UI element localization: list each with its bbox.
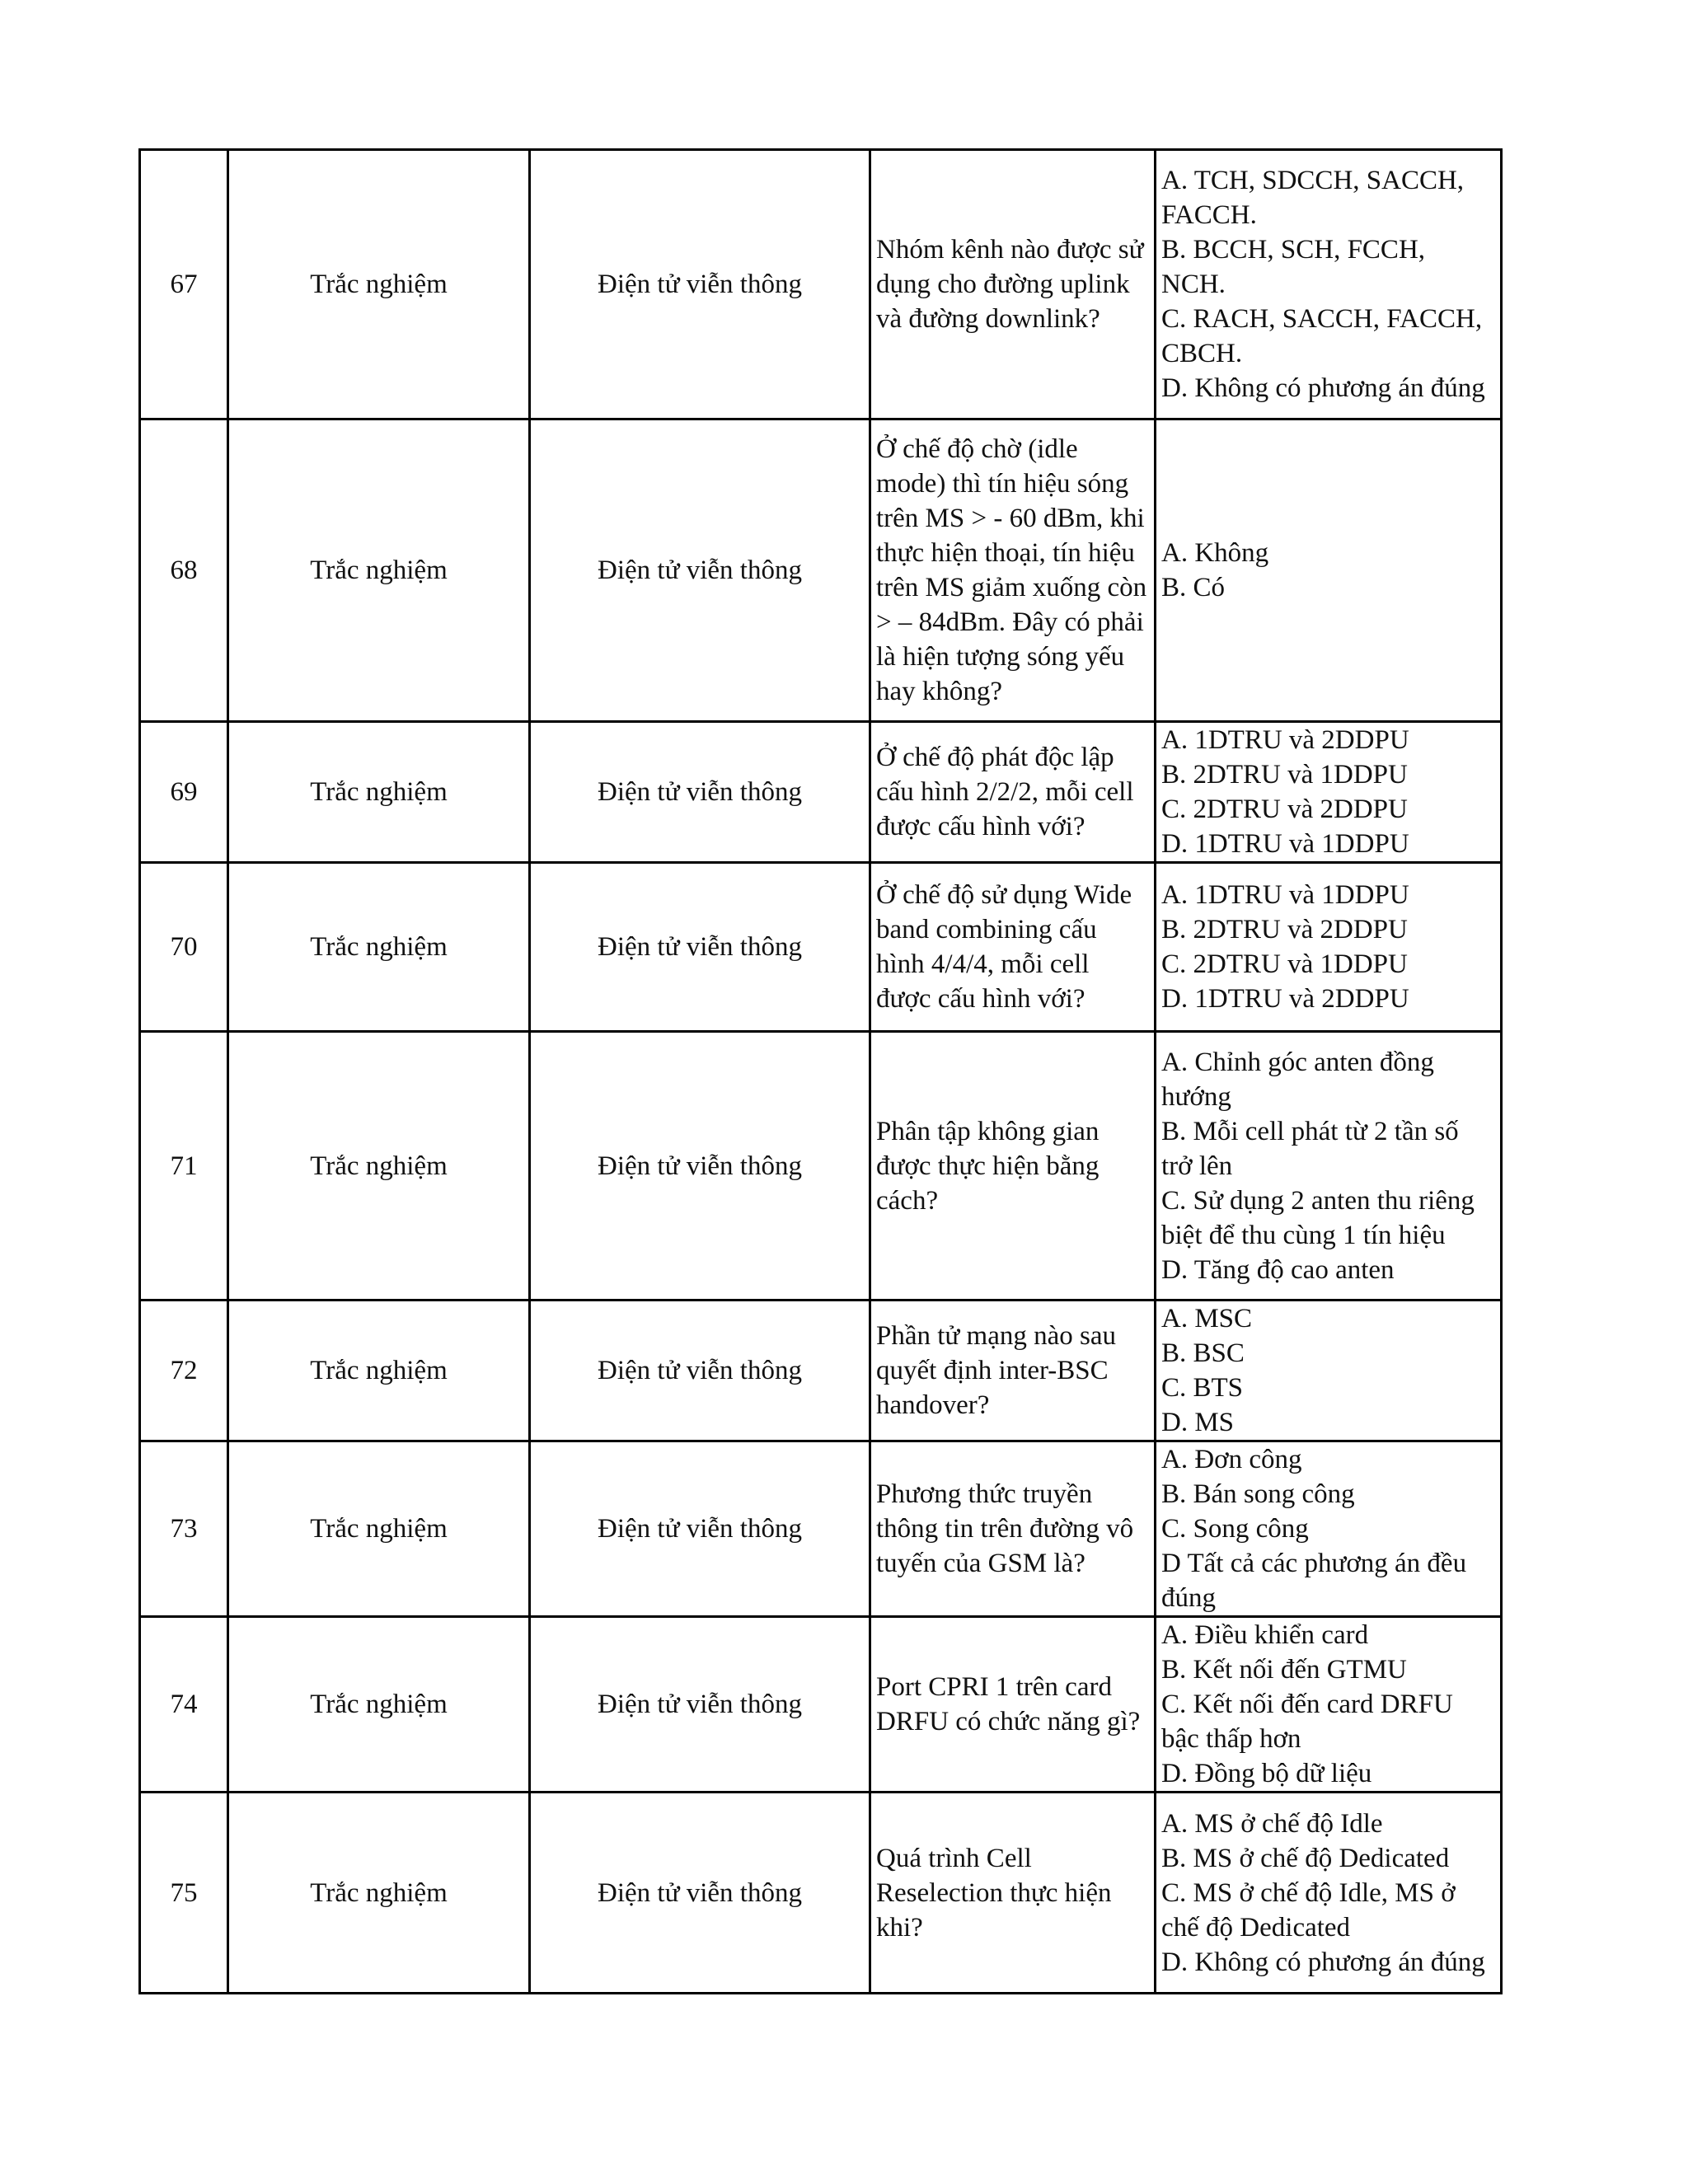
question-text-cell: Phương thức truyền thông tin trên đường vô tuyến của GSM là? [870, 1441, 1156, 1617]
answers-cell [1156, 1441, 1502, 1617]
answer-option: B. 2DTRU và 2DDPU [1161, 915, 1408, 944]
answer-option: A. 1DTRU và 2DDPU [1161, 725, 1409, 755]
answer-option: B. Mỗi cell phát từ 2 tần số trở lên [1161, 1116, 1459, 1181]
answer-option: C. BTS [1161, 1373, 1244, 1403]
answers-cell [1156, 1301, 1502, 1441]
question-type-cell: Trắc nghiệm [228, 150, 530, 419]
field-cell: Điện tử viễn thông [530, 1441, 870, 1617]
answers-cell [1156, 150, 1502, 419]
answer-option: A. TCH, SDCCH, SACCH, FACCH. [1161, 166, 1465, 230]
answer-option: B. 2DTRU và 1DDPU [1161, 760, 1408, 790]
answer-option: B. BSC [1161, 1338, 1245, 1368]
answer-option: A. MS ở chế độ Idle [1161, 1808, 1383, 1839]
table-row [140, 1032, 1502, 1301]
question-type-cell: Trắc nghiệm [228, 1032, 530, 1301]
question-table-body [140, 150, 1502, 1994]
table-row [140, 1617, 1502, 1793]
question-number-cell: 67 [140, 150, 228, 419]
field-cell: Điện tử viễn thông [530, 419, 870, 722]
field-cell: Điện tử viễn thông [530, 1301, 870, 1441]
field-cell: Điện tử viễn thông [530, 1032, 870, 1301]
answer-option: A. Không [1161, 538, 1269, 568]
answer-option: C. Song công [1161, 1514, 1309, 1544]
question-text-cell: Phần tử mạng nào sau quyết định inter-BSC handover? [870, 1301, 1156, 1441]
answers-cell [1156, 1793, 1502, 1994]
field-cell: Điện tử viễn thông [530, 1793, 870, 1994]
question-type-cell: Trắc nghiệm [228, 722, 530, 863]
question-type-cell: Trắc nghiệm [228, 1441, 530, 1617]
answer-option: B. Có [1161, 573, 1226, 602]
table-row [140, 150, 1502, 419]
answer-option: B. MS ở chế độ Dedicated [1161, 1843, 1450, 1873]
question-number-cell: 70 [140, 863, 228, 1032]
answer-option: A. MSC [1161, 1304, 1253, 1333]
answer-option: C. 2DTRU và 1DDPU [1161, 949, 1408, 979]
answer-option: D. 1DTRU và 1DDPU [1161, 829, 1409, 859]
question-number-cell: 73 [140, 1441, 228, 1617]
question-text-cell: Nhóm kênh nào được sử dụng cho đường uplink và đường downlink? [870, 150, 1156, 419]
question-number-cell: 75 [140, 1793, 228, 1994]
answer-option: C. Sử dụng 2 anten thu riêng biệt để thu cùng 1 tín hiệu [1161, 1185, 1475, 1250]
table-row [140, 419, 1502, 722]
question-text-cell: Quá trình Cell Reselection thực hiện khi? [870, 1793, 1156, 1994]
question-number-cell: 69 [140, 722, 228, 863]
question-number-cell: 71 [140, 1032, 228, 1301]
answers-cell [1156, 863, 1502, 1032]
answer-option: C. MS ở chế độ Idle, MS ở chế độ Dedicated [1161, 1877, 1456, 1943]
question-type-cell: Trắc nghiệm [228, 419, 530, 722]
question-number-cell: 72 [140, 1301, 228, 1441]
answer-option: A. Chỉnh góc anten đồng hướng [1161, 1047, 1434, 1112]
question-table [138, 148, 1503, 1994]
table-row [140, 1441, 1502, 1617]
question-text-cell: Ở chế độ sử dụng Wide band combining cấu hình 4/4/4, mỗi cell được cấu hình với? [870, 863, 1156, 1032]
answers-cell [1156, 1617, 1502, 1793]
answer-option: C. RACH, SACCH, FACCH, CBCH. [1161, 304, 1483, 368]
question-text-cell: Ở chế độ phát độc lập cấu hình 2/2/2, mỗi cell được cấu hình với? [870, 722, 1156, 863]
field-cell: Điện tử viễn thông [530, 863, 870, 1032]
answer-option: D. MS [1161, 1408, 1235, 1437]
answer-option: B. Kết nối đến GTMU [1161, 1655, 1407, 1685]
answer-option: C. 2DTRU và 2DDPU [1161, 794, 1408, 824]
question-type-cell: Trắc nghiệm [228, 1793, 530, 1994]
answer-option: D. Tăng độ cao anten [1161, 1254, 1395, 1285]
table-row [140, 1793, 1502, 1994]
table-row [140, 1301, 1502, 1441]
field-cell: Điện tử viễn thông [530, 150, 870, 419]
question-text-cell: Port CPRI 1 trên card DRFU có chức năng gì? [870, 1617, 1156, 1793]
question-type-cell: Trắc nghiệm [228, 1617, 530, 1793]
question-type-cell: Trắc nghiệm [228, 863, 530, 1032]
table-row [140, 863, 1502, 1032]
question-number-cell: 74 [140, 1617, 228, 1793]
answer-option: A. 1DTRU và 1DDPU [1161, 880, 1409, 910]
question-type-cell: Trắc nghiệm [228, 1301, 530, 1441]
answer-option: D. 1DTRU và 2DDPU [1161, 984, 1409, 1014]
answers-cell [1156, 419, 1502, 722]
answer-option: D. Không có phương án đúng [1161, 373, 1485, 403]
answer-option: B. BCCH, SCH, FCCH, NCH. [1161, 235, 1426, 299]
answer-option: D. Không có phương án đúng [1161, 1947, 1485, 1977]
question-number-cell: 68 [140, 419, 228, 722]
field-cell: Điện tử viễn thông [530, 722, 870, 863]
question-text-cell: Ở chế độ chờ (idle mode) thì tín hiệu sóng trên MS > - 60 dBm, khi thực hiện thoại, tín hiệu trên MS giảm xuống còn > – 84dBm. Đây có phải là hiện tượng sóng yếu hay không? [870, 419, 1156, 722]
field-cell: Điện tử viễn thông [530, 1617, 870, 1793]
answer-option: C. Kết nối đến card DRFU bậc thấp hơn [1161, 1690, 1453, 1754]
answer-option: B. Bán song công [1161, 1479, 1355, 1509]
answer-option: A. Đơn công [1161, 1445, 1302, 1474]
question-text-cell: Phân tập không gian được thực hiện bằng cách? [870, 1032, 1156, 1301]
answer-option: A. Điều khiển card [1161, 1620, 1369, 1650]
answer-option: D Tất cả các phương án đều đúng [1161, 1549, 1467, 1613]
table-row [140, 722, 1502, 863]
answers-cell [1156, 722, 1502, 863]
answer-option: D. Đồng bộ dữ liệu [1161, 1759, 1372, 1788]
answers-cell [1156, 1032, 1502, 1301]
